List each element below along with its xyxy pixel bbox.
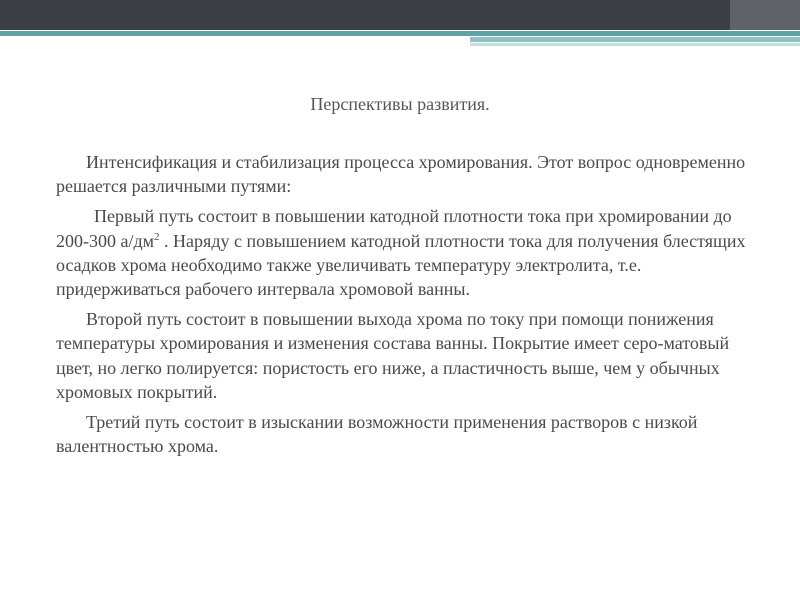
- superscript-power: 2: [154, 230, 160, 243]
- slide-title: Перспективы развития.: [310, 94, 490, 114]
- paragraph-second-path: Второй путь состоит в повышении выхода хрома по току при помощи понижения температуры хромирования и изменения состава ванны. Покрытие имеет серо-матовый цвет, но легко полируется: пористость его ниже, а пластичность выше, чем у обычных хромовых покрытий.: [56, 309, 730, 402]
- paragraph-first-path-end: . Наряду с повышением катодной плотности тока для получения блестящих осадков хрома необходимо также увеличивать температуру электролита, т.е. придерживаться рабочего интервала хромовой ванны.: [56, 230, 746, 300]
- paragraph-first-path-start: Первый путь состоит в повышении катодной плотности тока при хромировании до 200-300 а/дм: [56, 206, 732, 251]
- slide-body: [56, 150, 746, 464]
- accent-line-secondary: [470, 37, 800, 42]
- header-bar: [0, 0, 800, 30]
- accent-line: [0, 31, 800, 36]
- header-bar-corner: [730, 0, 800, 30]
- paragraph-third-path: Третий путь состоит в изыскании возможности применения растворов с низкой валентностью хрома.: [56, 412, 698, 457]
- paragraph-first-path: [56, 204, 746, 301]
- paragraph-intro: Интенсификация и стабилизация процесса хромирования. Этот вопрос одновременно решается различными путями:: [56, 152, 746, 197]
- accent-line-tertiary: [470, 43, 800, 46]
